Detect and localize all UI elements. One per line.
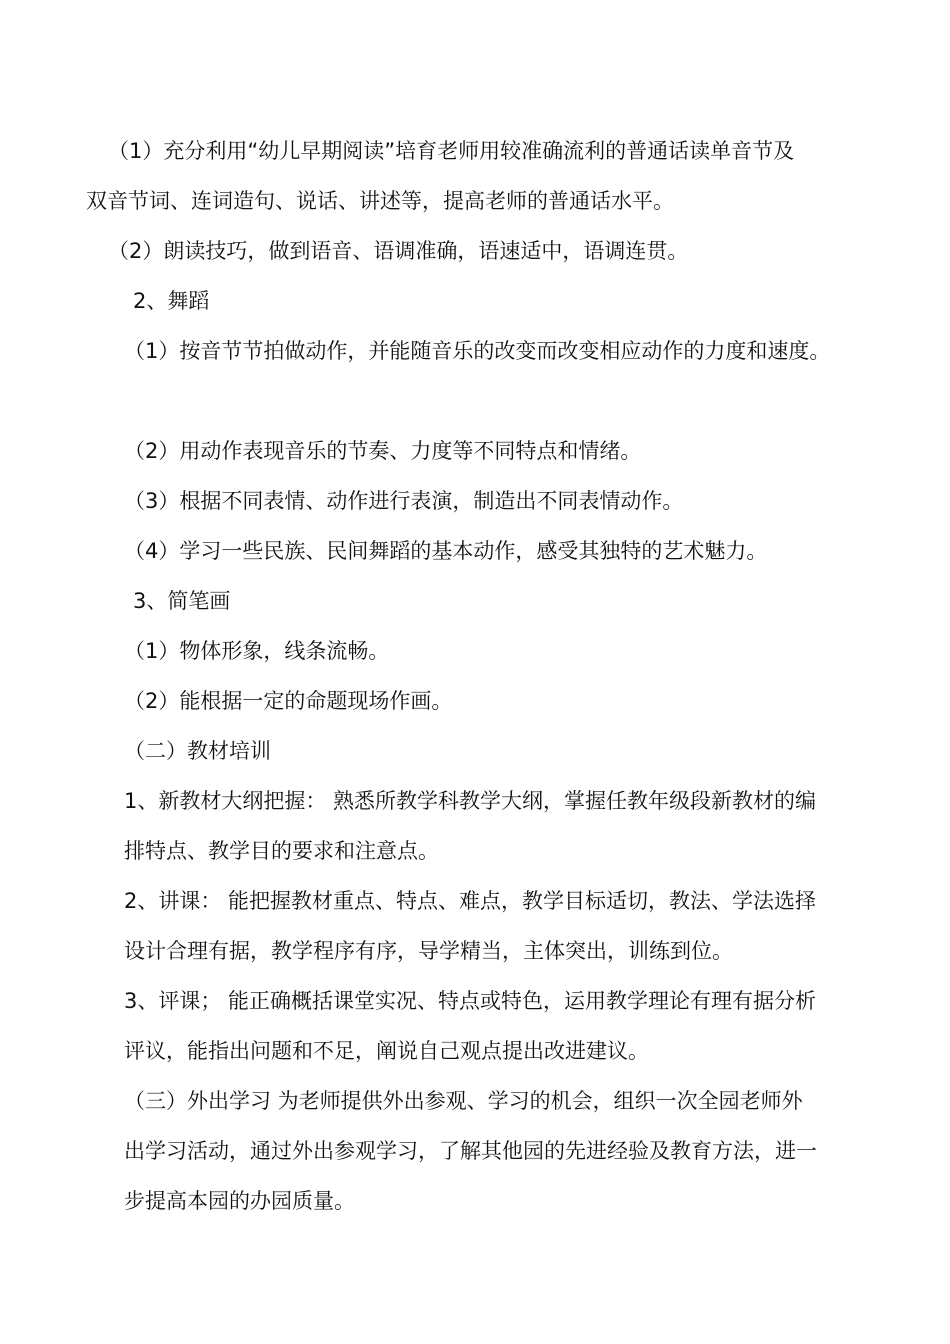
paragraph-line: （3）根据不同表情、动作进行表演，制造出不同表情动作。 [124,489,684,513]
section-heading: （二）教材培训 [124,739,271,763]
paragraph-line: （2）朗读技巧，做到语音、语调准确，语速适中，语调连贯。 [108,239,689,263]
paragraph-line: （1）按音节节拍做动作，并能随音乐的改变而改变相应动作的力度和速度。 [124,339,831,363]
paragraph-line: （4）学习一些民族、民间舞蹈的基本动作，感受其独特的艺术魅力。 [124,539,768,563]
paragraph-line: 双音节词、连词造句、说话、讲述等，提高老师的普通话水平。 [86,189,674,213]
paragraph-line: 1、新教材大纲把握： 熟悉所教学科教学大纲，掌握任教年级段新教材的编 [124,789,817,813]
paragraph-line: 评议，能指出问题和不足，阐说自己观点提出改进建议。 [124,1039,649,1063]
paragraph-line: （2）能根据一定的命题现场作画。 [124,689,453,713]
section-heading: 3、简笔画 [133,589,231,613]
paragraph-line: 出学习活动，通过外出参观学习，了解其他园的先进经验及教育方法，进一 [124,1139,817,1163]
paragraph-line: （2）用动作表现音乐的节奏、力度等不同特点和情绪。 [124,439,642,463]
paragraph-line: 3、评课； 能正确概括课堂实况、特点或特色，运用教学理论有理有据分析 [124,989,817,1013]
paragraph-line: 步提高本园的办园质量。 [124,1189,355,1213]
paragraph-line: （1）物体形象，线条流畅。 [124,639,390,663]
paragraph-line: 排特点、教学目的要求和注意点。 [124,839,439,863]
paragraph-line: 2、讲课： 能把握教材重点、特点、难点，教学目标适切，教法、学法选择 [124,889,817,913]
paragraph-line: （三）外出学习 为老师提供外出参观、学习的机会，组织一次全园老师外 [124,1089,803,1113]
paragraph-line: 设计合理有据，教学程序有序，导学精当，主体突出，训练到位。 [124,939,733,963]
section-heading: 2、舞蹈 [133,289,210,313]
paragraph-line: （1）充分利用“幼儿早期阅读”培育老师用较准确流利的普通话读单音节及 [108,139,795,163]
